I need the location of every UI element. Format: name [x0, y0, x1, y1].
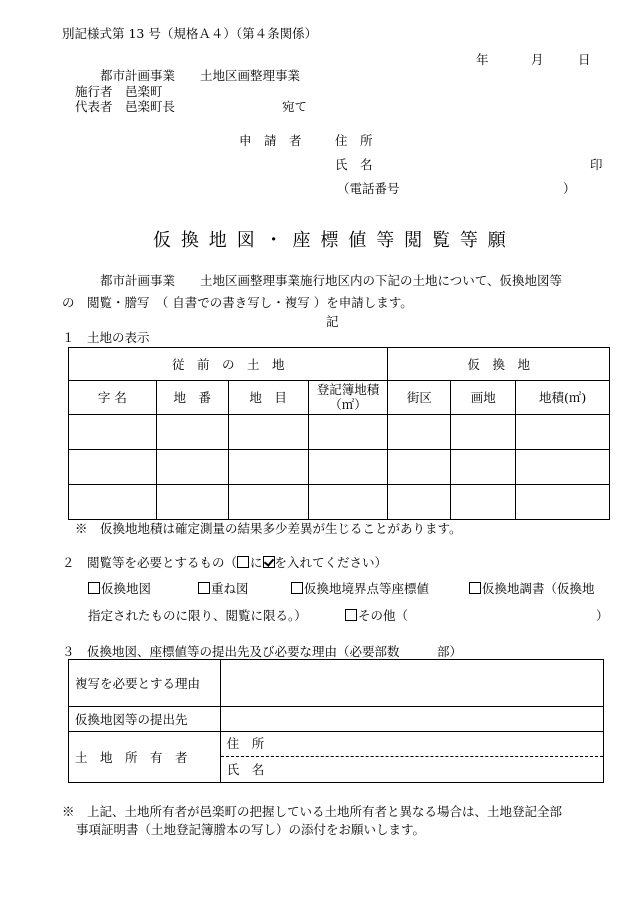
- col-chimoku: 地 目: [228, 381, 308, 415]
- addressee-executor: 施行者 邑楽町: [75, 84, 163, 99]
- owner-address-field[interactable]: 住 所: [221, 732, 603, 757]
- checkbox-icon[interactable]: [291, 582, 303, 594]
- ki-label: 記: [326, 314, 339, 329]
- col-area: 地積(㎡): [516, 381, 610, 415]
- date-day-label: 日: [578, 52, 591, 67]
- former-land-header: 従 前 の 土 地: [69, 348, 388, 381]
- checkbox-sample-icon: [237, 556, 249, 568]
- option-coordinates[interactable]: 仮換地境界点等座標値: [291, 581, 429, 596]
- body-text-line2: の 閲覧・謄写 （ 自書での書き写し・複写 ）を申請します。: [62, 295, 413, 310]
- checkbox-icon[interactable]: [345, 609, 357, 621]
- col-kakuchi: 画地: [451, 381, 516, 415]
- owner-name-field[interactable]: 氏 名: [226, 762, 265, 777]
- provisional-land-header: 仮 換 地: [388, 348, 610, 381]
- section3-title: ３ 仮換地図、座標値等の提出先及び必要な理由（必要部数 部）: [62, 644, 463, 659]
- footer-note-line2: 事項証明書（土地登記簿謄本の写し）の添付をお願いします。: [76, 822, 426, 837]
- option-other[interactable]: その他（: [345, 608, 408, 623]
- applicant-label: 申 請 者: [239, 133, 302, 148]
- body-text-line1: 都市計画事業 土地区画整理事業施行地区内の下記の土地について、仮換地図等: [100, 273, 563, 288]
- section1-title: １ 土地の表示: [62, 330, 150, 345]
- option-survey-note: 指定されたものに限り、閲覧に限る。）: [88, 608, 307, 623]
- addressee-representative: 代表者 邑楽町長: [75, 99, 176, 114]
- applicant-name-label: 氏 名: [335, 157, 373, 172]
- seal-mark: 印: [590, 157, 603, 172]
- addressee-to: 宛て: [282, 99, 308, 114]
- date-year-label: 年: [476, 52, 489, 67]
- col-aza: 字 名: [69, 381, 157, 415]
- area-note: ※ 仮換地地積は確定測量の結果多少差異が生じることがあります。: [75, 521, 462, 536]
- checkbox-icon[interactable]: [198, 582, 210, 594]
- option-karikanchi-map[interactable]: 仮換地図: [88, 581, 151, 596]
- owner-fields: [220, 732, 603, 783]
- table-row: [69, 485, 610, 520]
- col-registry-area: 登記簿地積 （㎡）: [308, 381, 388, 415]
- table-row: [69, 415, 610, 450]
- table-row: [69, 450, 610, 485]
- phone-close: ）: [563, 181, 576, 196]
- submit-to-label: 仮換地図等の提出先: [69, 707, 221, 732]
- option-other-close: ）: [596, 608, 609, 623]
- section2-title: ２ 閲覧等を必要とするもの（ に を入れてください）: [62, 555, 388, 570]
- land-table: [68, 347, 610, 520]
- form-number: 別記様式第 13 号（規格Ａ４）（第４条関係）: [62, 26, 318, 41]
- applicant-address-label: 住 所: [335, 133, 373, 148]
- option-overlay-map[interactable]: 重ね図: [198, 581, 249, 596]
- document-title: 仮換地図・座標値等閲覧等願: [153, 230, 516, 251]
- footer-note-line1: ※ 上記、土地所有者が邑楽町の把握している土地所有者と異なる場合は、土地登記全部: [62, 804, 563, 819]
- submission-table: [68, 659, 604, 783]
- owner-label: 土 地 所 有 者: [69, 732, 221, 783]
- submit-to-field[interactable]: [220, 707, 603, 732]
- checkmark-sample-icon: [263, 556, 275, 568]
- reason-label: 複写を必要とする理由: [69, 660, 221, 707]
- col-chiban: 地 番: [156, 381, 228, 415]
- addressee-project: 都市計画事業 土地区画整理事業: [100, 68, 301, 83]
- checkbox-icon[interactable]: [469, 582, 481, 594]
- phone-label: （電話番号: [337, 181, 400, 196]
- date-month-label: 月: [531, 52, 544, 67]
- reason-field[interactable]: [220, 660, 603, 707]
- checkbox-icon[interactable]: [88, 582, 100, 594]
- col-gaiku: 街区: [388, 381, 451, 415]
- option-survey-record[interactable]: 仮換地調書（仮換地: [469, 581, 595, 596]
